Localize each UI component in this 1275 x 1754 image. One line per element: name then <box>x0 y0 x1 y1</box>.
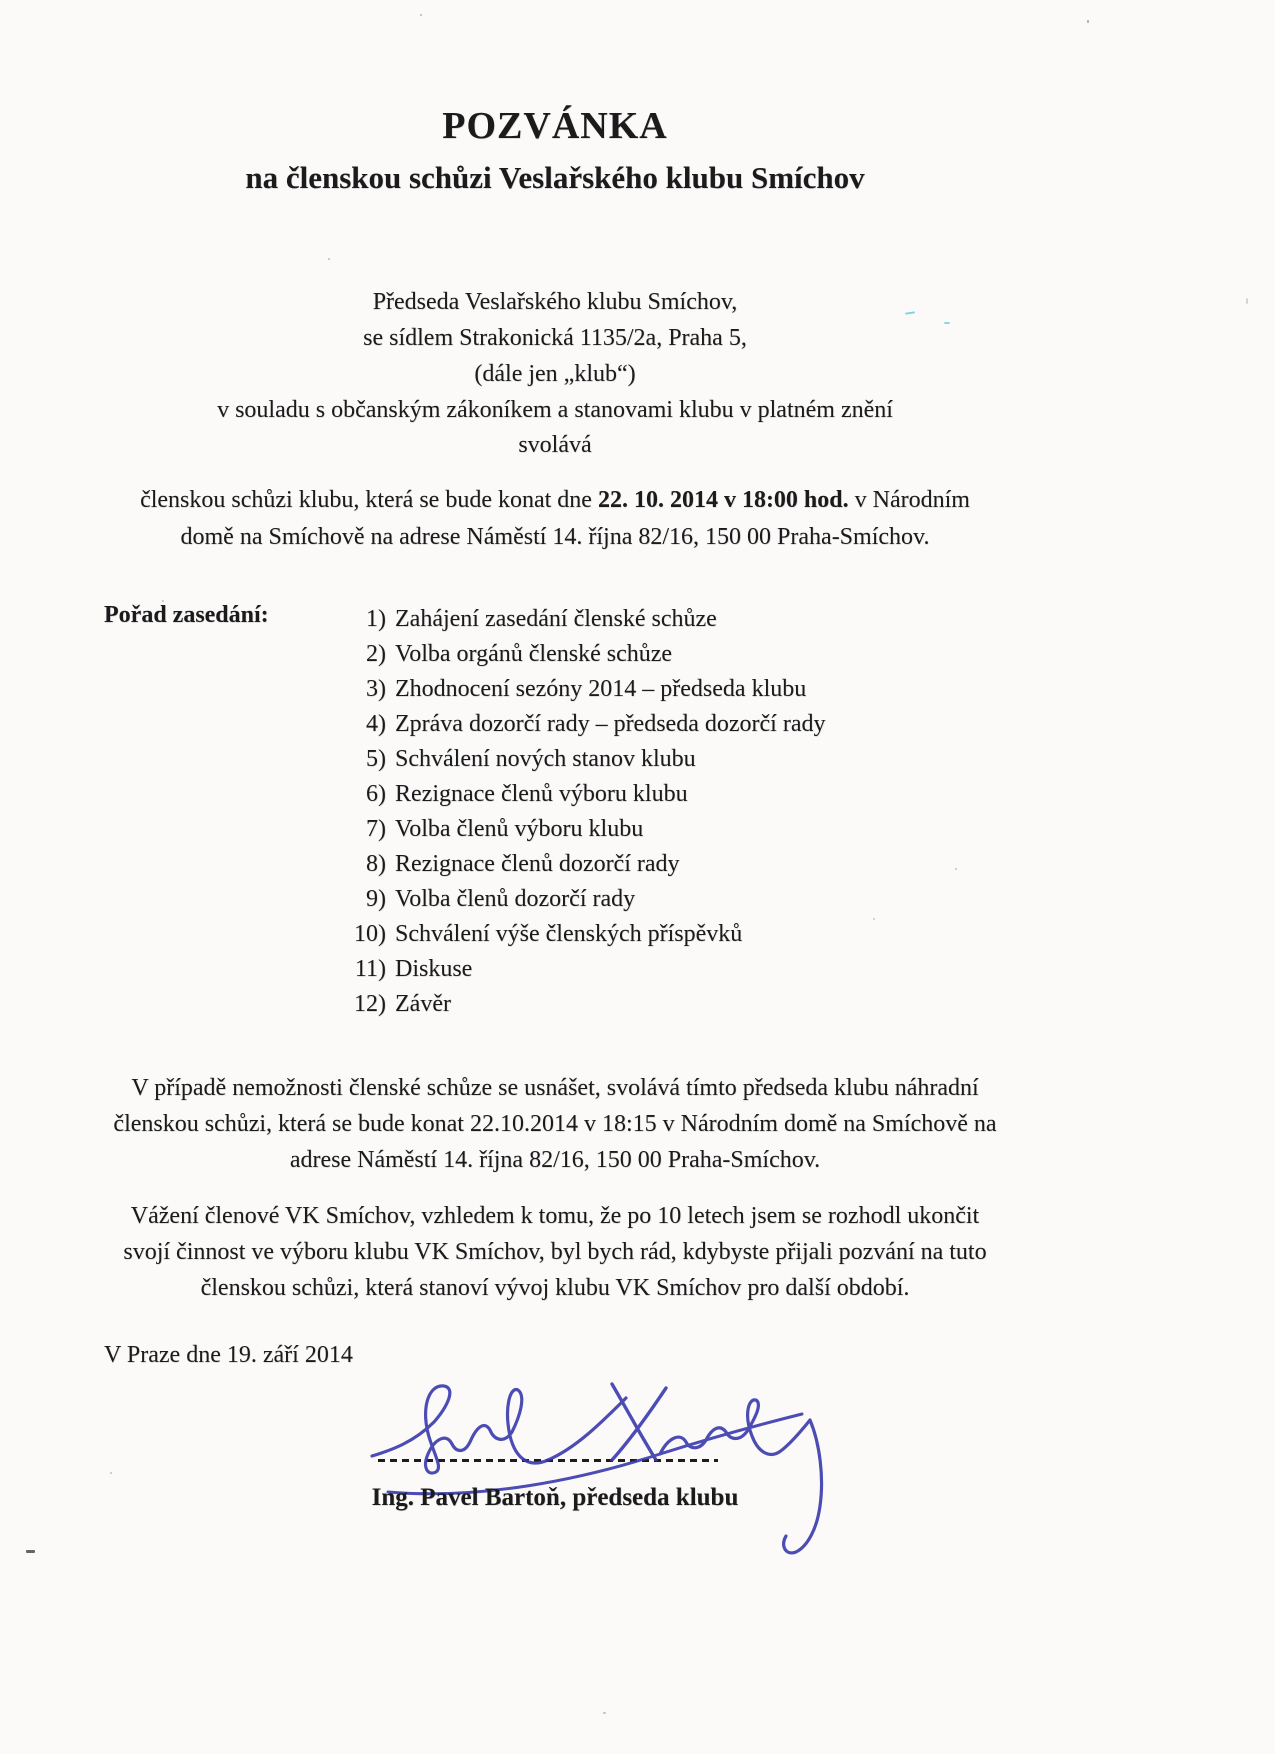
page-subtitle: na členskou schůzi Veslařského klubu Smíchov <box>245 160 865 195</box>
scan-speck <box>1087 20 1089 23</box>
text-line: v souladu s občanským zákoníkem a stanovami klubu v platném znění <box>217 397 893 423</box>
text-line: Vážení členové VK Smíchov, vzhledem k tomu, že po 10 letech jsem se rozhodl ukončit <box>130 1203 980 1229</box>
text-line: svojí činnost ve výboru klubu VK Smíchov, byl bych rád, kdybyste přijali pozvání na tuto <box>123 1239 987 1265</box>
agenda-item: 11) Diskuse <box>354 956 473 982</box>
agenda-item: 1) Zahájení zasedání členské schůze <box>366 606 717 632</box>
text-line: domě na Smíchově na adrese Náměstí 14. října 82/16, 150 00 Praha-Smíchov. <box>180 524 930 550</box>
agenda-item: 6) Rezignace členů výboru klubu <box>366 781 688 807</box>
agenda-item: 8) Rezignace členů dozorčí rady <box>366 851 680 877</box>
scan-speck <box>1246 298 1248 304</box>
agenda-item: 12) Závěr <box>354 991 451 1017</box>
scan-speck <box>873 918 875 920</box>
scan-speck <box>955 868 957 870</box>
agenda-item: 9) Volba členů dozorčí rady <box>366 886 636 912</box>
signature-caption: Ing. Pavel Bartoň, předseda klubu <box>371 1484 739 1511</box>
meeting-notice-paragraph <box>100 482 1010 556</box>
text-line: členskou schůzi, která stanoví vývoj klubu VK Smíchov pro další období. <box>200 1275 910 1301</box>
text-line: (dále jen „klub“) <box>474 361 636 387</box>
scan-speck <box>328 258 330 260</box>
scan-speck <box>162 600 164 602</box>
text-line: členskou schůzi klubu, která se bude konat dne 22. 10. 2014 v 18:00 hod. v Národním <box>140 487 970 513</box>
agenda-item: 10) Schválení výše členských příspěvků <box>354 921 743 947</box>
farewell-paragraph <box>100 1198 1010 1306</box>
text-line: se sídlem Strakonická 1135/2a, Praha 5, <box>363 325 747 351</box>
reserve-meeting-paragraph <box>100 1070 1010 1178</box>
agenda-list <box>338 602 825 1022</box>
place-and-date: V Praze dne 19. září 2014 <box>104 1342 353 1368</box>
scan-speck <box>26 1550 35 1553</box>
scan-speck <box>944 322 950 324</box>
scan-speck <box>110 1472 112 1474</box>
agenda-label: Pořad zasedání: <box>104 602 269 628</box>
text-line: Předseda Veslařského klubu Smíchov, <box>372 289 738 315</box>
text-line: adrese Náměstí 14. října 82/16, 150 00 Praha-Smíchov. <box>289 1147 821 1173</box>
scan-speck <box>420 14 422 16</box>
agenda-item: 2) Volba orgánů členské schůze <box>366 641 673 667</box>
agenda-item: 7) Volba členů výboru klubu <box>366 816 644 842</box>
agenda-item: 5) Schválení nových stanov klubu <box>366 746 696 772</box>
text-line: V případě nemožnosti členské schůze se usnášet, svolává tímto předseda klubu náhradní <box>131 1075 979 1101</box>
svolava-word: svolává <box>518 432 592 458</box>
agenda-item: 4) Zpráva dozorčí rady – předseda dozorčí rady <box>366 711 826 737</box>
page-title: POZVÁNKA <box>442 105 668 147</box>
text-line: členskou schůzi, která se bude konat 22.10.2014 v 18:15 v Národním domě na Smíchově na <box>113 1111 997 1137</box>
agenda-item: 3) Zhodnocení sezóny 2014 – předseda klubu <box>366 676 807 702</box>
meeting-datetime: 22. 10. 2014 v 18:00 hod. <box>597 487 849 513</box>
scan-speck <box>603 1712 606 1714</box>
intro-paragraph <box>100 284 1010 428</box>
handwritten-signature <box>330 1358 910 1568</box>
